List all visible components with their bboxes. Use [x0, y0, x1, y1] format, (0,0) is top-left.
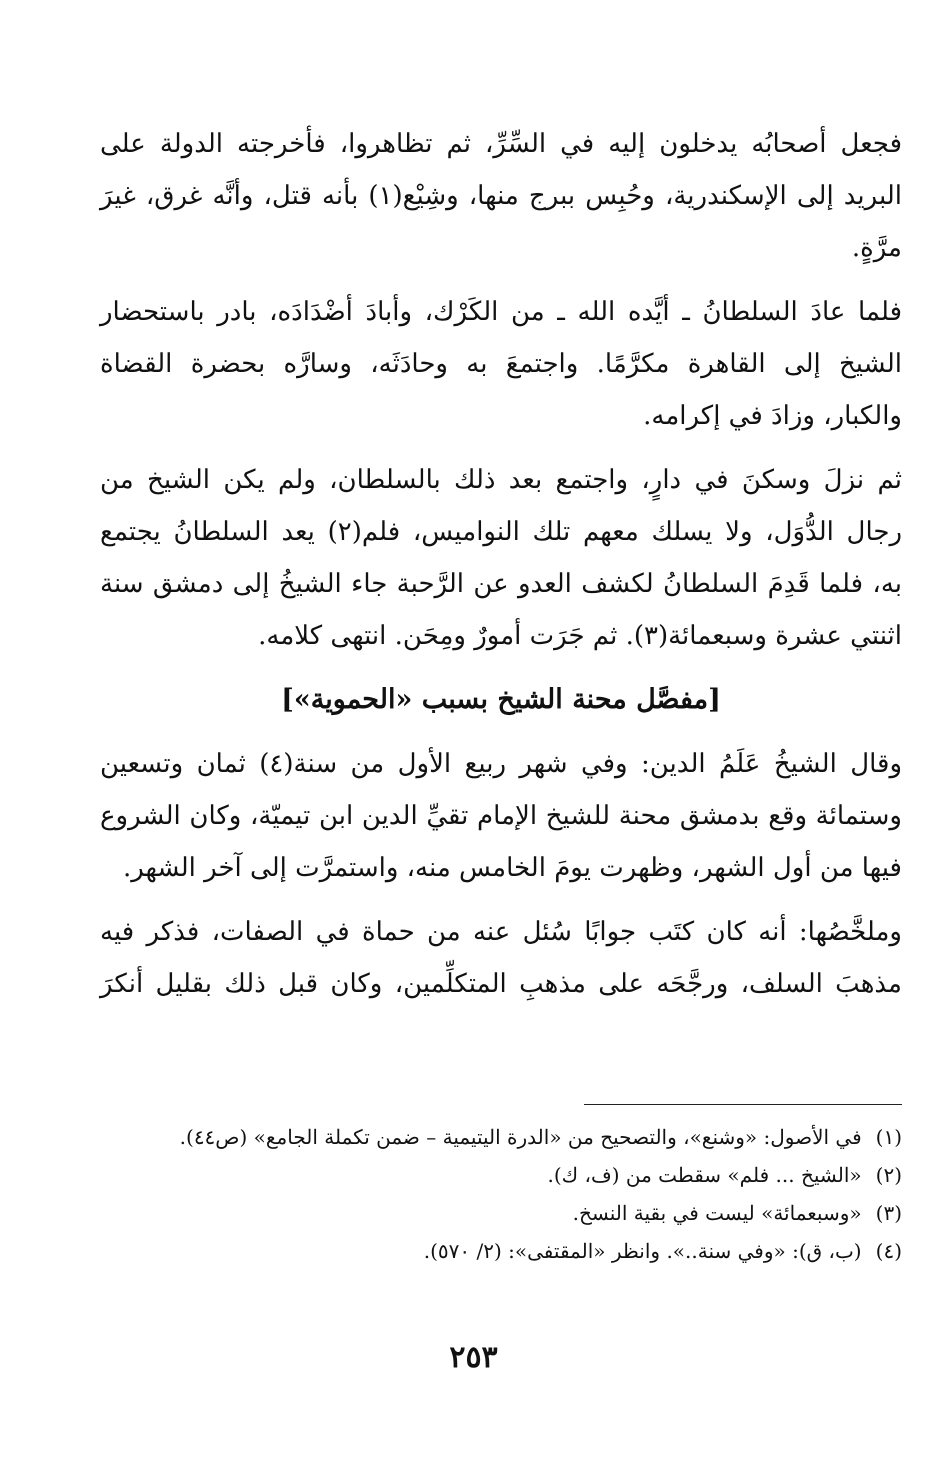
text-line: وقال الشيخُ عَلَمُ الدين: وفي شهر ربيع الأول من سنة(٤) ثمان وتسعين	[100, 749, 902, 779]
text-line: وستمائة وقع بدمشق محنة للشيخ الإمام تقيِّ الدين ابن تيميّة، وكان الشروع	[100, 801, 902, 831]
footnotes	[100, 1118, 902, 1270]
paragraph-2	[100, 286, 902, 442]
paragraph-1	[100, 118, 902, 274]
text-line: رجال الدُّوَل، ولا يسلك معهم تلك النواميس، فلم(٢) يعد السلطانُ يجتمع	[100, 517, 902, 547]
footnote-text: «الشيخ ... فلم» سقطت من (ف، ك).	[547, 1163, 862, 1187]
text-line: مرَّةٍ.	[851, 233, 902, 263]
text-line: الشيخ إلى القاهرة مكرَّمًا. واجتمعَ به وحادَثَه، وسارَّه بحضرة القضاة	[100, 349, 902, 379]
footnote-item	[100, 1118, 902, 1156]
footnote-number: (٢)	[875, 1163, 902, 1187]
footnote-item	[100, 1194, 902, 1232]
text-line: فيها من أول الشهر، وظهرت يومَ الخامس منه، واستمرَّت إلى آخر الشهر.	[122, 853, 902, 883]
section-heading: [مفصَّل محنة الشيخ بسبب «الحموية»]	[281, 684, 721, 715]
text-line: والكبار، وزادَ في إكرامه.	[643, 401, 902, 431]
text-line: به، فلما قَدِمَ السلطانُ لكشف العدو عن الرَّحبة جاء الشيخُ إلى دمشق سنة	[100, 569, 902, 599]
text-line: مذهبَ السلف، ورجَّحَه على مذهبِ المتكلِّمين، وكان قبل ذلك بقليل أنكرَ	[100, 969, 902, 999]
text-line: اثنتي عشرة وسبعمائة(٣). ثم جَرَت أمورٌ ومِحَن. انتهى كلامه.	[258, 621, 902, 651]
footnote-text: (ب، ق): «وفي سنة..». وانظر «المقتفى»: (٢/ ٥٧٠).	[423, 1239, 862, 1263]
paragraph-3	[100, 454, 902, 662]
footnote-number: (٤)	[875, 1239, 902, 1263]
text-line: ثم نزلَ وسكنَ في دارٍ، واجتمع بعد ذلك بالسلطان، ولم يكن الشيخ من	[100, 465, 902, 495]
text-line: فجعل أصحابُه يدخلون إليه في السِّرِّ، ثم تظاهروا، فأخرجته الدولة على	[100, 129, 902, 159]
footnote-number: (١)	[875, 1125, 902, 1149]
footnote-text: في الأصول: «وشنع»، والتصحيح من «الدرة اليتيمية – ضمن تكملة الجامع» (ص٤٤).	[179, 1125, 862, 1149]
paragraph-4	[100, 738, 902, 894]
footnote-divider	[584, 1104, 902, 1105]
text-line: فلما عادَ السلطانُ ـ أيَّده الله ـ من الكَرْك، وأبادَ أضْدَادَه، بادر باستحضار	[100, 297, 902, 327]
footnote-item	[100, 1232, 902, 1270]
text-line: البريد إلى الإسكندرية، وحُبِس ببرج منها، وشِيْع(١) بأنه قتل، وأنَّه غرق، غيرَ	[100, 181, 902, 211]
paragraph-5	[100, 906, 902, 1010]
page-number: ٢٥٣	[449, 1340, 498, 1375]
main-text	[100, 118, 902, 1022]
footnote-text: «وسبعمائة» ليست في بقية النسخ.	[572, 1201, 862, 1225]
footnote-number: (٣)	[875, 1201, 902, 1225]
footnote-item	[100, 1156, 902, 1194]
text-line: وملخَّصُها: أنه كان كتَب جوابًا سُئل عنه من حماة في الصفات، فذكر فيه	[100, 917, 902, 947]
